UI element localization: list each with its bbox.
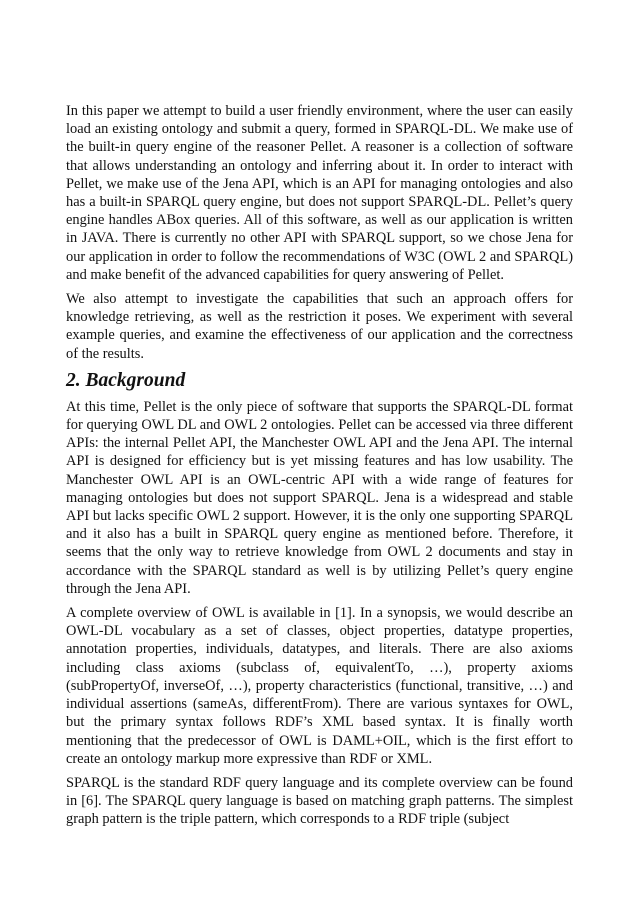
background-paragraph-3: SPARQL is the standard RDF query language and its complete overview can be found in [6]. The SPARQL query language is based on matching graph patterns. The simplest graph pattern is the triple pattern, which corresponds to a RDF triple (subject	[66, 774, 573, 828]
background-paragraph-1: At this time, Pellet is the only piece of software that supports the SPARQL-DL format for querying OWL DL and OWL 2 ontologies. Pellet can be accessed via three different APIs: the internal Pellet API, the Manchester OWL API and the Jena API. The internal API is designed for efficiency but is yet missing features and has low usability. The Manchester OWL API is an OWL-centric API with a wide range of features for managing ontologies but does not support SPARQL. Jena is a widespread and stable API but lacks specific OWL 2 support. However, it is the only one supporting SPARQL and it also has a built in SPARQL query engine as mentioned before. Therefore, it seems that the only way to retrieve knowledge from OWL 2 documents and stay in accordance with the SPARQL standard as well is by utilizing Pellet’s query engine through the Jena API.	[66, 398, 573, 597]
background-paragraph-2: A complete overview of OWL is available in [1]. In a synopsis, we would describe an OWL-DL vocabulary as a set of classes, object properties, datatype properties, annotation properties, individuals, datatypes, and literals. There are also axioms including class axioms (subclass of, equivalentTo, …), property axioms (subPropertyOf, inverseOf, …), property characteristics (functional, transitive, …) and individual assertions (sameAs, differentFrom). There are various syntaxes for OWL, but the primary syntax follows RDF’s XML based syntax. It is finally worth mentioning that the predecessor of OWL is DAML+OIL, which is the first effort to create an ontology markup more expressive than RDF or XML.	[66, 605, 573, 767]
paper-page	[66, 102, 573, 835]
intro-paragraph-1: In this paper we attempt to build a user friendly environment, where the user can easily load an existing ontology and submit a query, formed in SPARQL-DL. We make use of the built-in query engine of the reasoner Pellet. A reasoner is a collection of software that allows understanding an ontology and inferring about it. In order to interact with Pellet, we make use of the Jena API, which is an API for managing ontologies and also has a built-in SPARQL query engine, but does not support SPARQL-DL. Pellet’s query engine handles ABox queries. All of this software, as well as our application is written in JAVA. There is currently no other API with SPARQL support, so we chose Jena for our application in order to follow the recommendations of W3C (OWL 2 and SPARQL) and make benefit of the advanced capabilities for query answering of Pellet.	[66, 103, 573, 283]
intro-paragraph-2: We also attempt to investigate the capabilities that such an approach offers for knowledge retrieving, as well as the restriction it poses. We experiment with several example queries, and examine the effectiveness of our application and the correctness of the results.	[66, 291, 573, 362]
section-heading-background: 2. Background	[66, 369, 186, 391]
